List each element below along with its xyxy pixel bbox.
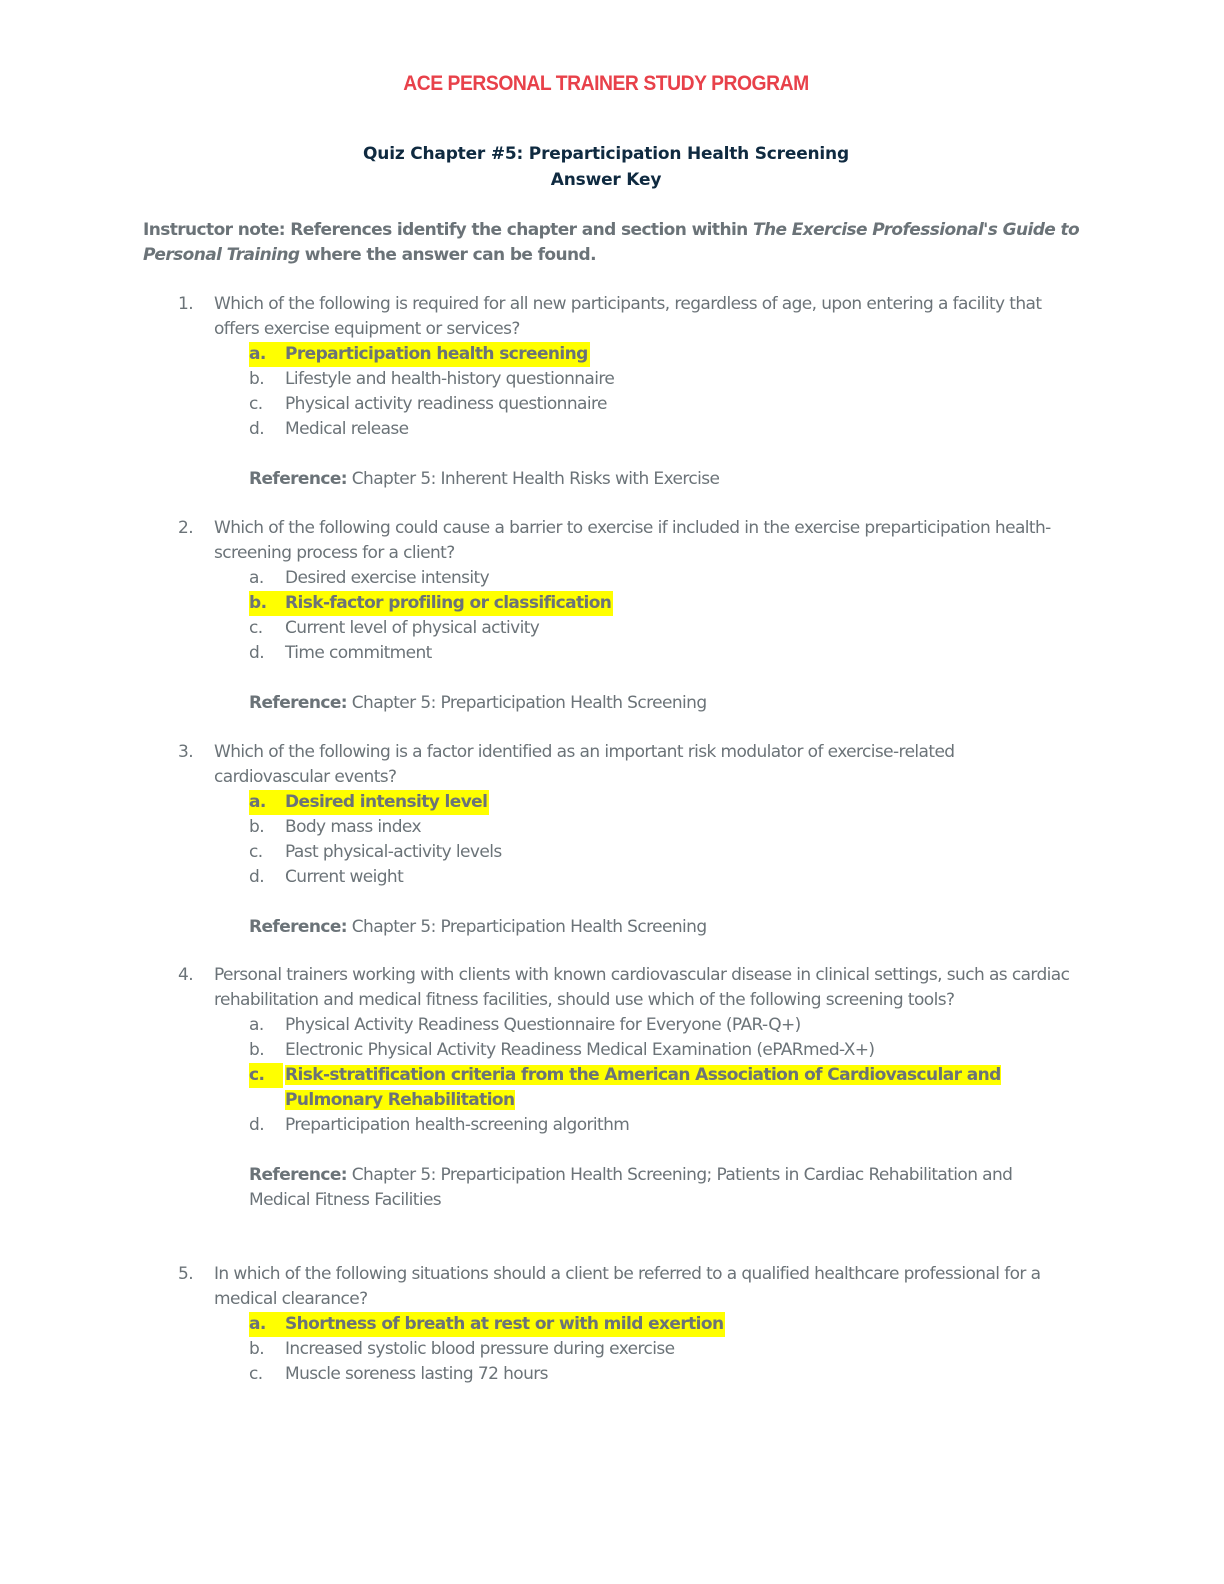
answer-option bbox=[249, 417, 1078, 442]
question-2 bbox=[178, 516, 1078, 716]
answer-option-correct bbox=[249, 790, 1078, 815]
answer-option-correct bbox=[249, 342, 1078, 367]
answer-option-correct bbox=[249, 1312, 1078, 1337]
option-letter: b. bbox=[249, 817, 264, 837]
option-text: Muscle soreness lasting 72 hours bbox=[285, 1364, 548, 1384]
option-letter: b. bbox=[249, 1040, 264, 1060]
answer-option bbox=[249, 367, 1078, 392]
answer-option-correct bbox=[249, 591, 1078, 616]
answer-options bbox=[249, 566, 1078, 666]
option-text: Time commitment bbox=[285, 643, 432, 663]
answer-option bbox=[249, 1362, 1078, 1387]
option-text: Risk-factor profiling or classification bbox=[285, 593, 612, 613]
answer-option bbox=[249, 566, 1078, 591]
reference bbox=[249, 467, 1078, 492]
option-letter: d. bbox=[249, 643, 264, 663]
reference-label: Reference: bbox=[249, 693, 347, 713]
answer-option bbox=[249, 392, 1078, 417]
option-text: Physical Activity Readiness Questionnaire for Everyone (PAR-Q+) bbox=[285, 1015, 801, 1035]
option-text: Preparticipation health-screening algorithm bbox=[285, 1115, 630, 1135]
reference-text: Chapter 5: Inherent Health Risks with Exercise bbox=[351, 469, 720, 489]
answer-key-subtitle: Answer Key bbox=[550, 170, 662, 190]
question-text: Personal trainers working with clients with known cardiovascular disease in clinical settings, such as cardiac rehabilitation and medical fitness facilities, should use which of the following screening tools? bbox=[214, 965, 1070, 1010]
option-letter: d. bbox=[249, 867, 264, 887]
option-letter: c. bbox=[249, 394, 263, 414]
answer-option bbox=[249, 1013, 1078, 1038]
option-text-highlight: Risk-stratification criteria from the American Association of Cardiovascular and Pulmonary Rehabilitation bbox=[285, 1065, 1001, 1110]
answer-option bbox=[249, 641, 1078, 666]
answer-option bbox=[249, 1337, 1078, 1362]
option-text: Current level of physical activity bbox=[285, 618, 540, 638]
question-number: 3. bbox=[178, 742, 194, 762]
option-letter: a. bbox=[249, 1314, 266, 1334]
question-text: In which of the following situations should a client be referred to a qualified healthcare professional for a medical clearance? bbox=[214, 1264, 1041, 1309]
instructor-note-prefix: Instructor note: References identify the chapter and section within bbox=[143, 220, 753, 240]
reference bbox=[249, 691, 1078, 716]
option-letter: c. bbox=[249, 1364, 263, 1384]
reference-text: Chapter 5: Preparticipation Health Screening; Patients in Cardiac Rehabilitation and Medical Fitness Facilities bbox=[249, 1165, 1013, 1210]
option-text: Body mass index bbox=[285, 817, 421, 837]
option-text: Current weight bbox=[285, 867, 404, 887]
question-text: Which of the following could cause a barrier to exercise if included in the exercise preparticipation health-screening process for a client? bbox=[214, 518, 1051, 563]
reference-text: Chapter 5: Preparticipation Health Screening bbox=[351, 693, 707, 713]
instructor-note-suffix: where the answer can be found. bbox=[299, 245, 596, 265]
question-1 bbox=[178, 292, 1078, 492]
reference-label: Reference: bbox=[249, 469, 347, 489]
quiz-title: Quiz Chapter #5: Preparticipation Health Screening bbox=[363, 144, 849, 164]
answer-options bbox=[249, 790, 1078, 890]
option-letter: c. bbox=[249, 842, 263, 862]
option-text bbox=[285, 1063, 1009, 1113]
answer-options bbox=[249, 342, 1078, 442]
option-text: Desired intensity level bbox=[285, 792, 488, 812]
option-letter: d. bbox=[249, 419, 264, 439]
question-4 bbox=[178, 963, 1078, 1213]
program-title: ACE PERSONAL TRAINER STUDY PROGRAM bbox=[403, 72, 809, 95]
question-text: Which of the following is a factor identified as an important risk modulator of exercise-related cardiovascular events? bbox=[214, 742, 955, 787]
reference-label: Reference: bbox=[249, 1165, 347, 1185]
question-number: 1. bbox=[178, 294, 194, 314]
answer-option bbox=[249, 1038, 1078, 1063]
question-5 bbox=[178, 1262, 1078, 1387]
option-text: Lifestyle and health-history questionnaire bbox=[285, 369, 615, 389]
answer-option bbox=[249, 815, 1078, 840]
question-number: 5. bbox=[178, 1264, 194, 1284]
option-letter: c. bbox=[249, 1063, 283, 1088]
option-letter: b. bbox=[249, 1339, 264, 1359]
option-letter: b. bbox=[249, 593, 267, 613]
option-letter: a. bbox=[249, 344, 266, 364]
option-text: Shortness of breath at rest or with mild exertion bbox=[285, 1314, 724, 1334]
answer-option bbox=[249, 865, 1078, 890]
book-title: The Exercise Professional's Guide to Personal Training bbox=[143, 220, 1080, 265]
option-letter: a. bbox=[249, 568, 264, 588]
option-letter: b. bbox=[249, 369, 264, 389]
answer-option-correct bbox=[249, 1063, 1009, 1113]
answer-option bbox=[249, 616, 1078, 641]
question-3 bbox=[178, 740, 1078, 940]
option-text: Electronic Physical Activity Readiness Medical Examination (ePARmed-X+) bbox=[285, 1040, 875, 1060]
answer-options bbox=[249, 1312, 1078, 1387]
question-number: 2. bbox=[178, 518, 194, 538]
option-text: Physical activity readiness questionnaire bbox=[285, 394, 607, 414]
question-number: 4. bbox=[178, 965, 194, 985]
answer-option bbox=[249, 840, 1078, 865]
reference bbox=[249, 915, 1078, 940]
instructor-note bbox=[143, 218, 1083, 268]
answer-options bbox=[249, 1013, 1078, 1138]
reference bbox=[249, 1163, 1078, 1213]
answer-option bbox=[249, 1113, 1078, 1138]
question-text: Which of the following is required for all new participants, regardless of age, upon entering a facility that offers exercise equipment or services? bbox=[214, 294, 1042, 339]
option-text: Medical release bbox=[285, 419, 409, 439]
option-text: Past physical-activity levels bbox=[285, 842, 502, 862]
option-text: Increased systolic blood pressure during exercise bbox=[285, 1339, 675, 1359]
option-letter: c. bbox=[249, 618, 263, 638]
option-letter: a. bbox=[249, 792, 266, 812]
option-text: Desired exercise intensity bbox=[285, 568, 490, 588]
option-letter: a. bbox=[249, 1015, 264, 1035]
option-letter: d. bbox=[249, 1115, 264, 1135]
reference-text: Chapter 5: Preparticipation Health Screening bbox=[351, 917, 707, 937]
option-text: Preparticipation health screening bbox=[285, 344, 588, 364]
reference-label: Reference: bbox=[249, 917, 347, 937]
